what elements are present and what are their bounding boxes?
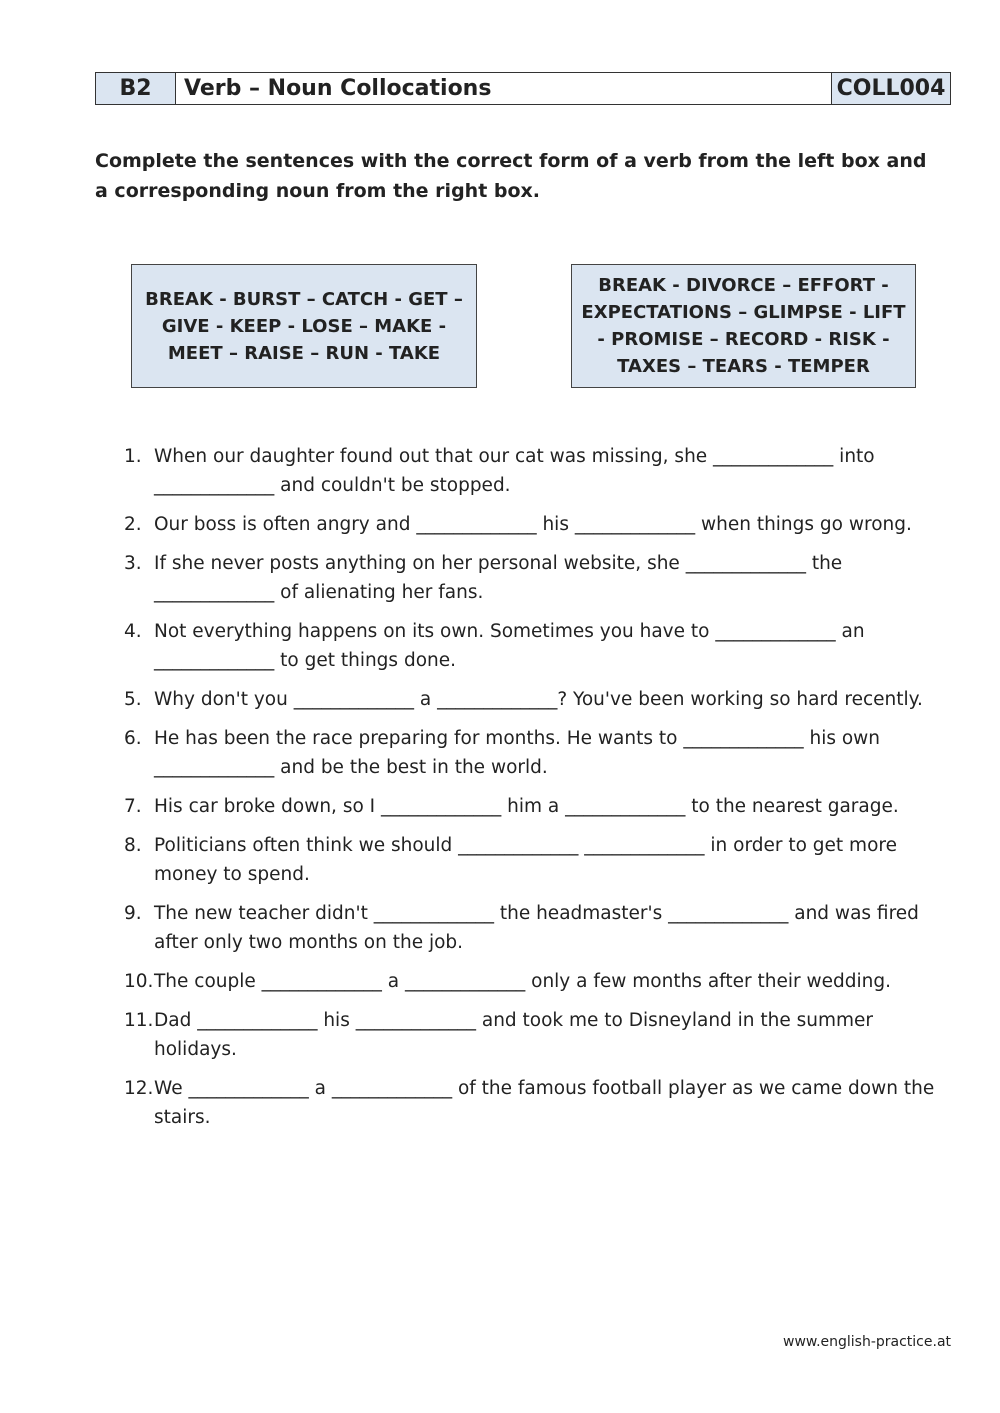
exercise-text: When our daughter found out that our cat was missing, she _____________ into _____________ and couldn't be stopped. [154,446,875,496]
exercise-text: Why don't you _____________ a _____________? You've been working so hard recently. [154,689,923,710]
exercise-text: The couple _____________ a _____________ only a few months after their wedding. [154,971,891,992]
exercise-text: Not everything happens on its own. Sometimes you have to _____________ an _____________ to get things done. [154,621,865,671]
worksheet-title: Verb – Noun Collocations [176,73,832,104]
exercise-number: 7. [124,796,142,817]
instructions: Complete the sentences with the correct form of a verb from the left box and a corresponding noun from the right box. [95,150,927,202]
exercise-item [124,724,954,782]
exercise-number: 3. [124,553,142,574]
exercise-item [124,549,954,607]
exercise-text: His car broke down, so I _____________ him a _____________ to the nearest garage. [154,796,899,817]
exercise-item [124,442,954,500]
exercise-number: 4. [124,621,142,642]
exercise-list [124,442,954,1142]
footer-url: www.english-practice.at [783,1334,952,1350]
exercise-text: He has been the race preparing for months. He wants to _____________ his own _____________ and be the best in the world. [154,728,881,778]
exercise-item [124,510,954,539]
exercise-item [124,831,954,889]
exercise-number: 1. [124,446,142,467]
exercise-item [124,1006,954,1064]
exercise-number: 5. [124,689,142,710]
exercise-number: 8. [124,835,142,856]
exercise-text: If she never posts anything on her personal website, she _____________ the _____________ of alienating her fans. [154,553,843,603]
exercise-number: 11. [124,1010,154,1031]
exercise-item [124,899,954,957]
exercise-number: 2. [124,514,142,535]
exercise-text: Dad _____________ his _____________ and took me to Disneyland in the summer holidays. [154,1010,874,1060]
exercise-item [124,967,954,996]
nouns-list: BREAK - DIVORCE – EFFORT - EXPECTATIONS – GLIMPSE - LIFT - PROMISE – RECORD - RISK - TAXES – TEARS - TEMPER [581,275,906,377]
exercise-item [124,792,954,821]
exercise-text: Politicians often think we should _____________ _____________ in order to get more money to spend. [154,835,897,885]
exercise-number: 10. [124,971,154,992]
exercise-number: 9. [124,903,142,924]
worksheet-code: COLL004 [832,73,950,104]
exercise-text: The new teacher didn't _____________ the headmaster's _____________ and was fired after only two months on the job. [154,903,919,953]
exercise-number: 12. [124,1078,154,1099]
nouns-box [571,264,916,388]
level-label: B2 [96,73,176,104]
exercise-item [124,685,954,714]
verbs-list: BREAK - BURST – CATCH - GET – GIVE - KEEP - LOSE – MAKE - MEET – RAISE – RUN - TAKE [145,288,463,364]
exercise-number: 6. [124,728,142,749]
exercise-text: We _____________ a _____________ of the famous football player as we came down the stairs. [154,1078,935,1128]
worksheet-header [95,72,951,105]
exercise-text: Our boss is often angry and _____________ his _____________ when things go wrong. [154,514,912,535]
exercise-item [124,1074,954,1132]
verbs-box [131,264,477,388]
exercise-item [124,617,954,675]
